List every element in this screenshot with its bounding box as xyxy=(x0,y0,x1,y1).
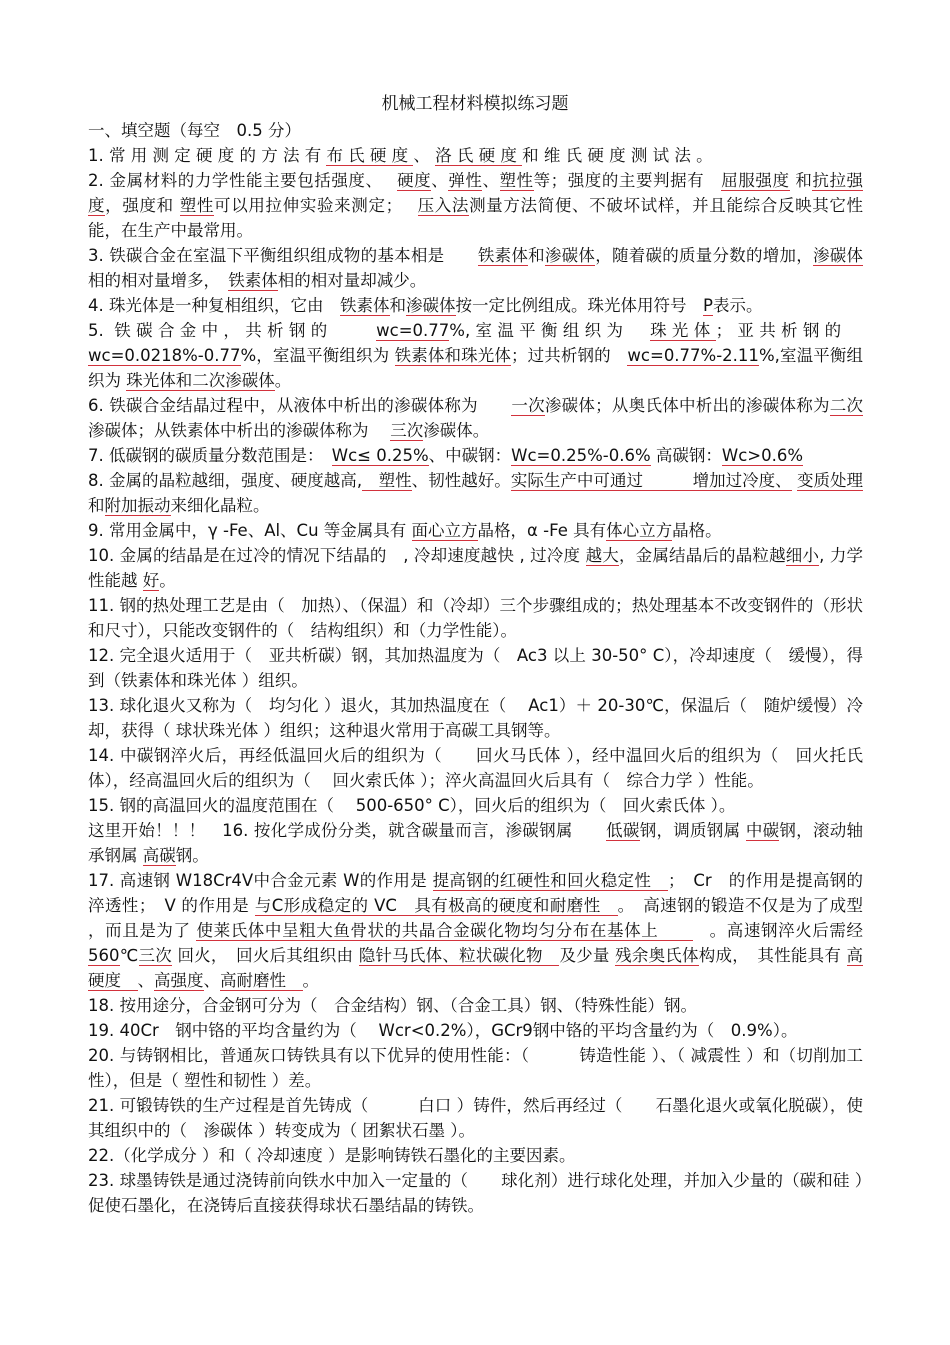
answer-underlined: 硬度 xyxy=(397,171,432,190)
question-text: 、中碳钢： xyxy=(428,446,512,465)
answer-underlined: 面心立方 xyxy=(411,521,478,540)
question-text: 高碳钢： xyxy=(650,446,722,465)
question-text: 和 xyxy=(528,246,545,265)
question-text: 晶格。 xyxy=(672,521,722,540)
answer-underlined: 塑性 xyxy=(362,471,412,490)
question-text: 21. 可锻铸铁的生产过程是首先铸成（ 白口 ）铸件，然后再经过（ 石墨化退火或氧化脱碳），使其组织中的（ 渗碳体 ）转变成为（ 团絮状石墨 ）。 xyxy=(88,1096,863,1140)
question-text: 1. 常 用 测 定 硬 度 的 方 法 有 xyxy=(88,146,327,165)
document-body xyxy=(88,118,880,1218)
answer-underlined: 增加过冷度、 xyxy=(692,471,792,490)
question-text: %,室温平衡组织为 xyxy=(449,321,651,340)
question-text: 。 xyxy=(274,371,292,390)
question-item xyxy=(88,868,880,993)
answer-underlined: wc=0.0218%-0.77 xyxy=(88,346,241,365)
question-text: ，随着碳的质量分数的增加， xyxy=(595,246,814,265)
question-text: 5. 铁碳合金中，共析钢的 xyxy=(88,321,377,340)
question-item xyxy=(88,543,863,593)
answer-underlined: 压入法 xyxy=(417,196,470,215)
answer-underlined: 残余奥氏体 xyxy=(615,946,699,965)
question-item xyxy=(88,243,863,293)
question-item xyxy=(88,1018,863,1043)
answer-underlined: 铁素体和珠光体 xyxy=(394,346,512,365)
question-item xyxy=(88,743,863,793)
question-text: 4. 珠光体是一种复相组织，它由 xyxy=(88,296,340,315)
answer-underlined: 三次 xyxy=(138,946,172,965)
question-text: 10. 金属的结晶是在过冷的情况下结晶的 , 冷却速度越快 , 过冷度 xyxy=(88,546,586,565)
question-item xyxy=(88,643,863,693)
question-text: 15. 钢的高温回火的温度范围在（ 500-650° C），回火后的组织为（ 回火索氏体 ）。 xyxy=(88,796,736,815)
question-item xyxy=(88,818,863,868)
question-text: ；过共析钢的 xyxy=(511,346,628,365)
question-text: 12. 完全退火适用于（ 亚共析碳）钢，其加热温度为（ Ac3 以上 30-50° C），冷却速度（ 缓慢），得到（铁素体和珠光体 ）组织。 xyxy=(88,646,863,690)
answer-underlined: 低碳 xyxy=(606,821,640,840)
question-text: 晶格，α -Fe 具有 xyxy=(477,521,607,540)
answer-underlined: 好 xyxy=(142,571,160,590)
answer-underlined: 洛 氏 硬 度 xyxy=(435,146,523,165)
question-text: 3. 铁碳合金在室温下平衡组织组成物的基本相是 xyxy=(88,246,478,265)
question-text: 。高速钢淬火后需经 xyxy=(692,921,880,940)
answer-underlined: 珠光体 xyxy=(650,321,716,340)
question-text: 及少量 xyxy=(559,946,616,965)
answer-underlined: 高碳 xyxy=(142,846,176,865)
answer-underlined: 体心立方 xyxy=(606,521,673,540)
answer-underlined: 附加振动 xyxy=(104,496,171,515)
question-text: 、 xyxy=(137,971,154,990)
question-text: 测量方法简便、不破坏试样，并且能综合反映其它性能，在生产中最常用。 xyxy=(88,196,864,240)
question-text: 等；强度的主要判据有 xyxy=(533,171,722,190)
question-text: 2. 金属材料的力学性能主要包括强度、 xyxy=(88,171,398,190)
question-text: 14. 中碳钢淬火后，再经低温回火后的组织为（ 回火马氏体 ），经中温回火后的组织为（ 回火托氏体），经高温回火后的组织为（ 回火索氏体 ）；淬火高温回火后具有（ 综合力学 ）性能。 xyxy=(88,746,863,790)
question-text: 这里开始！！！ 16. 按化学成份分类，就含碳量而言，渗碳钢属 xyxy=(88,821,607,840)
question-text: 。 xyxy=(302,971,319,990)
answer-underlined: 渗碳体 xyxy=(813,246,864,265)
question-item xyxy=(88,1168,863,1218)
question-item xyxy=(88,318,863,393)
question-item xyxy=(88,1143,863,1168)
question-text: 渗碳体；从奥氏体中析出的渗碳体称为 xyxy=(544,396,830,415)
answer-underlined: 越大 xyxy=(585,546,619,565)
question-text: 相的相对量增多， xyxy=(88,271,229,290)
question-text: 22.（化学成分 ）和（ 冷却速度 ）是影响铸铁石墨化的主要因素。 xyxy=(88,1146,576,1165)
question-item xyxy=(88,443,863,468)
question-text: 表示。 xyxy=(712,296,763,315)
question-text: 和 维 氏 硬 度 测 试 法 。 xyxy=(522,146,713,165)
question-item xyxy=(88,993,863,1018)
question-item xyxy=(88,293,863,318)
section-heading: 一、填空题（每空 0.5 分） xyxy=(88,121,301,140)
answer-underlined: 提高钢的红硬性和回火稳定性 xyxy=(432,871,668,890)
answer-underlined: 细小 xyxy=(785,546,820,565)
question-item xyxy=(88,393,863,443)
question-text: 20. 与铸钢相比，普通灰口铸铁具有以下优异的使用性能：（ 铸造性能 ）、（ 减震性 ）和（切削加工性），但是（ 塑性和韧性 ）差。 xyxy=(88,1046,863,1090)
answer-underlined: wc=0.77%-2.11 xyxy=(627,346,759,365)
answer-underlined: 隐针马氏体、粒状碳化物 xyxy=(358,946,560,965)
answer-underlined: 与C形成稳定的 VC 具有极高的硬度和耐磨性 xyxy=(254,896,618,915)
answer-underlined: 珠光体和二次渗碳体 xyxy=(126,371,275,390)
question-text: ； Cr 的作用是提高钢的淬透性； V 的作用是 xyxy=(88,871,864,915)
page-title: 机械工程材料模拟练习题 xyxy=(381,94,569,114)
answer-underlined: 高硬度 xyxy=(88,946,864,990)
question-text: 可以用拉伸实验来测定； xyxy=(214,196,418,215)
question-text: ，金属结晶后的晶粒越 xyxy=(618,546,786,565)
question-text: 。 高速钢的锻造不仅是为了成型 ，而且是为了 xyxy=(88,896,864,940)
question-text: 19. 40Cr 钢中铬的平均含量约为（ Wcr<0.2%），GCr9钢中铬的平均含量约为（ 0.9%）。 xyxy=(88,1021,798,1040)
question-item xyxy=(88,468,863,518)
answer-underlined: 渗碳体 xyxy=(406,296,456,315)
question-text: 23. 球墨铸铁是通过浇铸前向铁水中加入一定量的（ 球化剂）进行球化处理，并加入少量的（碳和硅 ）促使石墨化，在浇铸后直接获得球状石墨结晶的铸铁。 xyxy=(88,1171,863,1215)
question-text: 和 xyxy=(789,171,813,190)
answer-underlined: 中碳 xyxy=(745,821,780,840)
question-text: 、 xyxy=(431,171,449,190)
question-text: 按一定比例组成。珠光体用符号 xyxy=(455,296,703,315)
answer-underlined: 高耐磨性 xyxy=(220,971,303,990)
answer-underlined: 变质处理 xyxy=(796,471,864,490)
question-text: 钢，调质钢属 xyxy=(639,821,746,840)
answer-underlined: 实际生产中可通过 xyxy=(510,471,693,490)
question-item xyxy=(88,143,863,168)
question-text: 。 xyxy=(159,571,176,590)
question-text: 和 xyxy=(88,496,105,515)
question-text: %，室温平衡组织为 xyxy=(240,346,395,365)
answer-underlined: 一次 xyxy=(511,396,545,415)
answer-underlined: 三次 xyxy=(390,421,424,440)
question-item xyxy=(88,168,863,243)
question-text: 渗碳体。 xyxy=(423,421,490,440)
question-text: 6. 铁碳合金结晶过程中，从液体中析出的渗碳体称为 xyxy=(88,396,512,415)
answer-underlined: 二次 xyxy=(829,396,864,415)
question-text: 构成， 其性能具有 xyxy=(698,946,847,965)
question-text: 钢。 xyxy=(175,846,209,865)
question-text: 13. 球化退火又称为（ 均匀化 ）退火，其加热温度在（ Ac1）＋ 20-30℃，保温后（ 随炉缓慢）冷却，获得（ 球状珠光体 ）组织；这种退火常用于高碳工具钢等。 xyxy=(88,696,863,740)
answer-underlined: 使莱氏体中呈粗大鱼骨状的共晶合金碳化物均匀分布在基体上 xyxy=(196,921,693,940)
question-text: 和 xyxy=(389,296,406,315)
question-text: ℃ xyxy=(119,946,139,965)
question-list xyxy=(88,143,880,1218)
question-text: 、韧性越好。 xyxy=(411,471,511,490)
answer-underlined: Wc>0.6% xyxy=(721,446,804,465)
answer-underlined: 渗碳体 xyxy=(544,246,596,265)
answer-underlined: Wc=0.25%-0.6% xyxy=(511,446,651,465)
answer-underlined: 屈服强度 xyxy=(721,171,790,190)
question-item xyxy=(88,1043,863,1093)
question-text: , 力学性能越 xyxy=(88,546,864,590)
question-text: ，强度和 xyxy=(105,196,180,215)
answer-underlined: 560 xyxy=(88,946,120,965)
answer-underlined: 铁素体 xyxy=(477,246,529,265)
question-text: 钢，滚动轴承钢属 xyxy=(88,821,863,865)
question-text: 相的相对量却减少。 xyxy=(277,271,427,290)
answer-underlined: wc=0.77 xyxy=(376,321,450,340)
answer-underlined: 塑性 xyxy=(179,196,215,215)
answer-underlined: 铁素体 xyxy=(340,296,390,315)
answer-underlined: P xyxy=(703,296,713,315)
question-item xyxy=(88,793,863,818)
question-text: 8. 金属的晶粒越细，强度、硬度越高, xyxy=(88,471,363,490)
question-text: 回火， 回火后其组织由 xyxy=(171,946,359,965)
question-text: 18. 按用途分，合金钢可分为（ 合金结构）钢、（合金工具）钢、（特殊性能）钢。 xyxy=(88,996,697,1015)
answer-underlined: 铁素体 xyxy=(228,271,278,290)
answer-underlined: 高强度 xyxy=(154,971,204,990)
answer-underlined: 弹性 xyxy=(448,171,483,190)
question-text: 、 xyxy=(413,146,436,165)
question-text: 9. 常用金属中，γ -Fe、Al、Cu 等金属具有 xyxy=(88,521,412,540)
question-text: 渗碳体；从铁素体中析出的渗碳体称为 xyxy=(88,421,391,440)
question-text: ；亚共析钢的 xyxy=(715,321,863,340)
question-text: 、 xyxy=(203,971,220,990)
question-item xyxy=(88,693,863,743)
question-text: 11. 钢的热处理工艺是由（ 加热）、（保温）和（冷却）三个步骤组成的；热处理基本不改变钢件的（形状和尺寸），只能改变钢件的（ 结构组织）和（力学性能）。 xyxy=(88,596,863,640)
question-text: 、 xyxy=(482,171,500,190)
question-text: 7. 低碳钢的碳质量分数范围是： xyxy=(88,446,332,465)
answer-underlined: Wc≤ 0.25% xyxy=(331,446,429,465)
question-item xyxy=(88,1093,863,1143)
answer-underlined: 抗拉强度 xyxy=(88,171,864,215)
answer-underlined: 塑性 xyxy=(499,171,534,190)
question-item xyxy=(88,518,863,543)
question-text: %,室温平衡组织为 xyxy=(88,346,863,390)
question-item xyxy=(88,593,863,643)
question-text: 来细化晶粒。 xyxy=(170,496,270,515)
answer-underlined: 布 氏 硬 度 xyxy=(326,146,414,165)
question-text: 17. 高速钢 W18Cr4V中合金元素 W的作用是 xyxy=(88,871,433,890)
